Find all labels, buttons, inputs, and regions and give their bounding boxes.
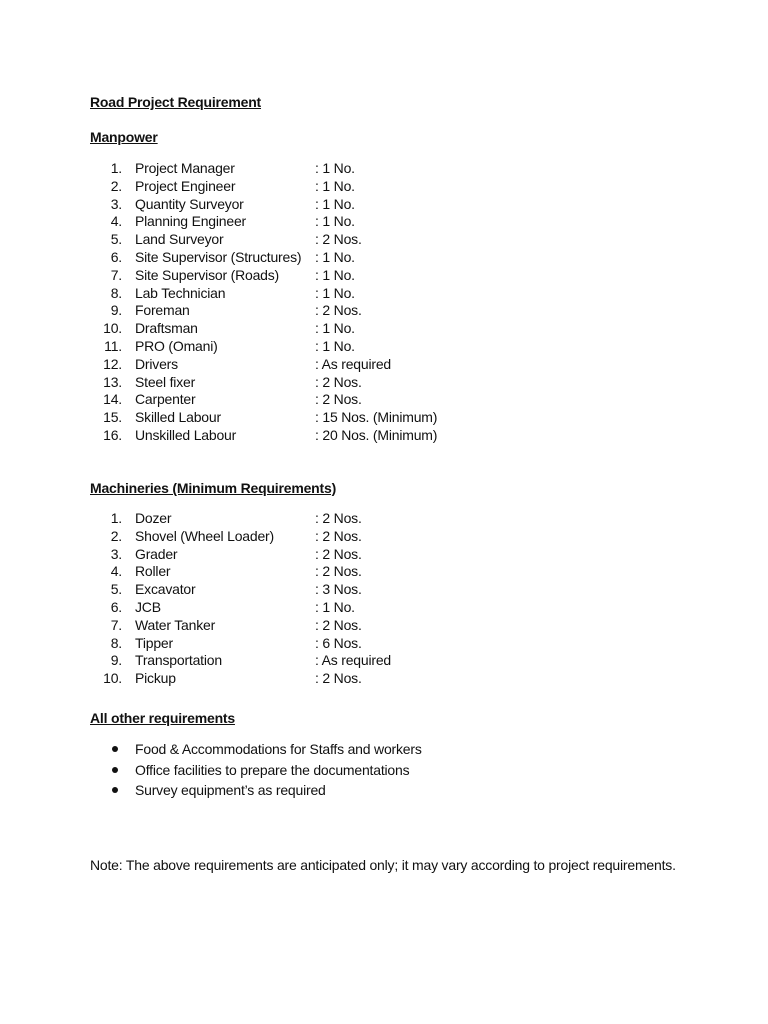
list-item-number: 6. xyxy=(110,248,122,265)
list-item-quantity: : 2 Nos. xyxy=(315,563,362,580)
list-item-quantity: : 20 Nos. (Minimum) xyxy=(315,426,438,443)
machinery-item xyxy=(0,670,768,688)
list-item-number: 14. xyxy=(103,391,122,408)
list-item-label: Drivers xyxy=(135,355,178,372)
manpower-item xyxy=(0,356,768,374)
list-item-quantity: : 6 Nos. xyxy=(315,634,362,651)
list-item-number: 5. xyxy=(110,581,122,598)
list-item-label: Site Supervisor (Roads) xyxy=(135,266,280,283)
machinery-item xyxy=(0,652,768,670)
list-item-number: 15. xyxy=(103,409,122,426)
list-item-quantity: : 1 No. xyxy=(315,337,355,354)
list-item-label: PRO (Omani) xyxy=(135,337,218,354)
list-item-number: 3. xyxy=(110,195,122,212)
list-item-label: Dozer xyxy=(135,510,172,526)
manpower-item xyxy=(0,160,768,178)
list-item-number: 8. xyxy=(110,634,122,651)
machinery-item xyxy=(0,581,768,599)
list-item-label: Project Engineer xyxy=(135,177,236,194)
manpower-item xyxy=(0,285,768,303)
other-requirements-heading: All other requirements xyxy=(90,710,235,726)
manpower-item xyxy=(0,213,768,231)
manpower-list xyxy=(0,160,768,445)
list-item-number: 9. xyxy=(110,302,122,319)
list-item-quantity: : 2 Nos. xyxy=(315,670,362,687)
list-item-number: 10. xyxy=(103,320,122,337)
manpower-item xyxy=(0,231,768,249)
manpower-item xyxy=(0,249,768,267)
list-item-label: Skilled Labour xyxy=(135,409,221,426)
list-item-label: Site Supervisor (Structures) xyxy=(135,248,302,265)
machinery-item xyxy=(0,617,768,635)
list-item-quantity: : 1 No. xyxy=(315,177,355,194)
list-item-quantity: : 2 Nos. xyxy=(315,373,362,390)
list-item-label: Planning Engineer xyxy=(135,213,247,230)
manpower-item xyxy=(0,267,768,285)
list-item-quantity: : 2 Nos. xyxy=(315,391,362,408)
other-requirements-list xyxy=(0,739,768,801)
manpower-item xyxy=(0,409,768,427)
list-item-number: 2. xyxy=(110,177,122,194)
list-item-quantity: : 2 Nos. xyxy=(315,616,362,633)
list-item-label: Draftsman xyxy=(135,320,198,337)
list-item-label: Excavator xyxy=(135,581,196,598)
requirement-label: Food & Accommodations for Staffs and workers xyxy=(135,741,422,757)
manpower-item xyxy=(0,391,768,409)
list-item-quantity: : 1 No. xyxy=(315,266,355,283)
list-item-quantity: : 3 Nos. xyxy=(315,581,362,598)
bullet-icon xyxy=(112,767,118,773)
list-item-number: 1. xyxy=(110,510,122,526)
list-item-label: Lab Technician xyxy=(135,284,226,301)
list-item-quantity: : 2 Nos. xyxy=(315,510,362,526)
list-item-label: Roller xyxy=(135,563,171,580)
requirement-label: Survey equipment’s as required xyxy=(135,782,326,798)
list-item-label: Pickup xyxy=(135,670,176,687)
list-item-label: Transportation xyxy=(135,652,222,669)
list-item-quantity: : 15 Nos. (Minimum) xyxy=(315,409,438,426)
list-item-label: Unskilled Labour xyxy=(135,426,237,443)
list-item-label: Grader xyxy=(135,545,178,562)
list-item-quantity: : 1 No. xyxy=(315,195,355,212)
list-item-label: Tipper xyxy=(135,634,173,651)
list-item-quantity: : As required xyxy=(315,652,391,669)
list-item-quantity: : 1 No. xyxy=(315,213,355,230)
manpower-item xyxy=(0,196,768,214)
document-title: Road Project Requirement xyxy=(90,94,262,110)
list-item-number: 9. xyxy=(110,652,122,669)
list-item-label: Water Tanker xyxy=(135,616,216,633)
list-item-number: 11. xyxy=(104,337,122,354)
list-item-label: Project Manager xyxy=(135,160,235,176)
bullet-icon xyxy=(112,746,118,752)
list-item-number: 4. xyxy=(110,563,122,580)
list-item-number: 3. xyxy=(110,545,122,562)
list-item-quantity: : 1 No. xyxy=(315,248,355,265)
list-item-quantity: : 1 No. xyxy=(315,160,355,176)
list-item-label: Carpenter xyxy=(135,391,196,408)
list-item-label: Foreman xyxy=(135,302,190,319)
list-item-number: 7. xyxy=(110,616,122,633)
manpower-item xyxy=(0,427,768,445)
manpower-item xyxy=(0,374,768,392)
list-item-quantity: : 1 No. xyxy=(315,598,355,615)
list-item-label: Steel fixer xyxy=(135,373,196,390)
list-item-quantity: : 1 No. xyxy=(315,284,355,301)
list-item-quantity: : 2 Nos. xyxy=(315,302,362,319)
manpower-item xyxy=(0,178,768,196)
list-item-number: 2. xyxy=(110,527,122,544)
machinery-item xyxy=(0,563,768,581)
list-item-number: 6. xyxy=(110,598,122,615)
machinery-item xyxy=(0,635,768,653)
list-item-quantity: : 2 Nos. xyxy=(315,545,362,562)
list-item-quantity: : 1 No. xyxy=(315,320,355,337)
machineries-list xyxy=(0,510,768,688)
list-item-quantity: : 2 Nos. xyxy=(315,231,362,248)
list-item-number: 7. xyxy=(110,266,122,283)
list-item-label: Quantity Surveyor xyxy=(135,195,244,212)
manpower-item xyxy=(0,338,768,356)
list-item-number: 12. xyxy=(103,355,122,372)
requirement-item xyxy=(0,760,768,781)
list-item-number: 4. xyxy=(110,213,122,230)
requirement-label: Office facilities to prepare the documentations xyxy=(135,761,410,778)
bullet-icon xyxy=(112,787,118,793)
list-item-label: Shovel (Wheel Loader) xyxy=(135,527,274,544)
requirement-item xyxy=(0,780,768,801)
requirement-item xyxy=(0,739,768,760)
machineries-heading: Machineries (Minimum Requirements) xyxy=(90,480,337,496)
manpower-item xyxy=(0,302,768,320)
note-text: Note: The above requirements are anticipated only; it may vary according to project requirements. xyxy=(90,857,676,873)
machinery-item xyxy=(0,510,768,528)
list-item-number: 5. xyxy=(110,231,122,248)
list-item-number: 16. xyxy=(103,426,122,443)
machinery-item xyxy=(0,546,768,564)
list-item-label: JCB xyxy=(135,598,161,615)
manpower-item xyxy=(0,320,768,338)
list-item-number: 10. xyxy=(103,670,122,687)
list-item-number: 13. xyxy=(103,373,122,390)
list-item-number: 8. xyxy=(110,284,122,301)
list-item-quantity: : As required xyxy=(315,355,391,372)
list-item-label: Land Surveyor xyxy=(135,231,224,248)
machinery-item xyxy=(0,599,768,617)
list-item-quantity: : 2 Nos. xyxy=(315,527,362,544)
manpower-heading: Manpower xyxy=(90,129,158,145)
machinery-item xyxy=(0,528,768,546)
list-item-number: 1. xyxy=(110,160,122,176)
